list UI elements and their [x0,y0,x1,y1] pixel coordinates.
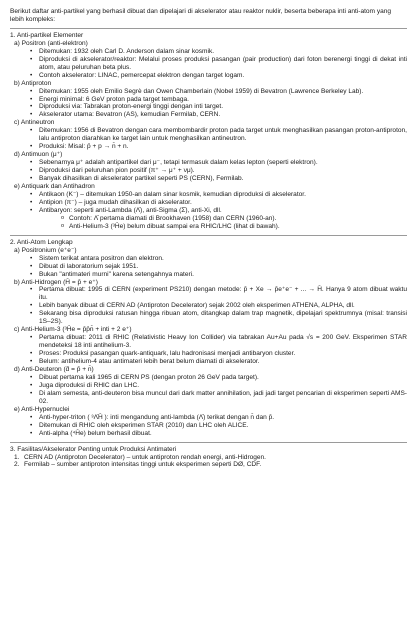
subsection-heading: e) Anti-Hypernuclei [14,405,70,413]
section-divider [10,28,407,29]
document-body [10,28,407,470]
subsection-heading: a) Positron (anti-elektron) [14,39,88,47]
bullet-item [30,72,407,80]
bullet-item [30,255,407,263]
bullet-item [30,96,407,104]
subsection-heading: c) Anti-Helium-3 (³H̄e = p̄p̄n̄ + inti + 2 e⁺) [14,326,132,334]
bullet-text: Diproduksi di akselerator/reaktor: Melalui proses produksi pasangan (pair production) dari foton berenergi tinggi di dekat inti atom, atau peluruhan beta plus. [39,55,407,71]
bullet-text: Antipion (π⁻) – juga mudah dihasilkan di akselerator. [39,198,192,206]
subsection-heading: d) Antimuon (μ⁺) [14,151,63,159]
bullet-text: Banyak dihasilkan di akselerator partikel seperti PS (CERN), Fermilab. [39,175,244,183]
bullet-text: Contoh akselerator: LINAC, pemercepat elektron dengan target logam. [39,71,245,79]
bullet-item [30,88,407,96]
bullet-item [30,350,407,358]
bullet-item [30,263,407,271]
bullet-text: Ditemukan: 1932 oleh Carl D. Anderson dalam sinar kosmik. [39,47,215,55]
numbered-item [14,461,407,469]
bullet-list [10,374,407,406]
bullet-text: Ditemukan di RHIC oleh eksperimen STAR (2010) dan LHC oleh ALICE. [39,421,249,429]
bullet-text: Diproduksi dari peluruhan pion positif (π⁺ → μ⁺ + νμ). [39,167,195,175]
bullet-item [30,334,407,350]
subsection-heading: b) Anti-Hidrogen (H̄ = p̄ + e⁺) [14,278,98,286]
bullet-item [30,286,407,302]
numbered-list [10,454,407,470]
section-heading: 1. Anti-partikel Elementer [10,31,84,39]
bullet-item [30,56,407,72]
item-number: 2. [14,461,20,469]
bullet-text: Lebih banyak dibuat di CERN AD (Antiproton Decelerator) sejak 2002 oleh eksperimen ATHENA, ALPHA, dll. [39,302,355,310]
bullet-item [30,430,407,438]
bullet-item [30,374,407,382]
bullet-item [30,390,407,406]
bullet-text: Dibuat pertama kali 1965 di CERN PS (dengan proton 26 GeV pada target). [39,373,259,381]
sub-bullet-item: o Contoh: Λ̄ pertama diamati di Brookhaven (1958) dan CERN (1960-an). [61,215,407,223]
bullet-text: Diproduksi via: Tabrakan proton-energi tinggi dengan inti target. [39,103,224,111]
bullet-text: Produksi: Misal: p̄ + p → n̄ + n. [39,143,129,151]
bullet-text: Belum: antihelium-4 atau antimateri lebih berat belum diamati di akselerator. [39,358,260,366]
bullet-item [30,167,407,175]
bullet-text: Sistem terikat antara positron dan elektron. [39,254,164,262]
subsection-heading: e) Antiquark dan Antihadron [14,183,95,191]
bullet-item [30,159,407,167]
bullet-text: Bukan "antimateri murni" karena setengahnya materi. [39,270,194,278]
bullet-list [10,48,407,80]
sub-bullet-item: o Anti-Helium-3 (³H̄e) belum dibuat sampai era RHIC/LHC (lihat di bawah). [61,223,407,231]
bullet-text: Antikaon (K⁻) – ditemukan 1950-an dalam sinar kosmik, kemudian diproduksi di akselerator. [39,190,306,198]
bullet-item [30,127,407,143]
bullet-list [10,286,407,326]
bullet-item [30,48,407,56]
bullet-text: Sebenarnya μ⁺ adalah antipartikel dari μ⁻, tetapi termasuk dalam kelas lepton (seperti elektron). [39,159,318,167]
subsection-heading: a) Positronium (e⁺e⁻) [14,246,77,254]
bullet-text: Proses: Produksi pasangan quark-antiquark, lalu hadronisasi menjadi antibaryon cluster. [39,350,296,358]
bullet-item [30,191,407,199]
bullet-item [30,207,407,231]
intro-paragraph: Berikut daftar anti-partikel yang berhasil dibuat dan dipelajari di akselerator atau reaktor nuklir, beserta beberapa inti anti-atom yang lebih kompleks: [10,8,392,23]
bullet-text: Energi minimal: 6 GeV proton pada target tembaga. [39,95,189,103]
bullet-item [30,143,407,151]
bullet-text: Anti-hyper-triton ( ³Λ̄H̄ ): inti mengandung anti-lambda (Λ̄) terikat dengan n̄ dan p̄. [39,413,275,421]
bullet-list [10,159,407,183]
bullet-item [30,414,407,422]
bullet-list [10,414,407,438]
bullet-text: Di alam semesta, anti-deuteron bisa muncul dari dark matter annihilation, jadi jadi target pencarian di eksperimen seperti AMS-02. [39,389,407,405]
subsection-heading: b) Antiproton [14,79,52,87]
bullet-text: Pertama dibuat: 1995 di CERN (experiment PS210) dengan metode: p̄ + Xe → p̄e⁺e⁻ + ... → H̄. Hanya 9 atom dibuat waktu itu. [39,286,407,302]
bullet-item [30,175,407,183]
bullet-list [10,334,407,366]
item-text: CERN AD (Antiproton Decelerator) – untuk antiproton rendah energi, anti-Hidrogen. [24,453,267,461]
bullet-item [30,271,407,279]
bullet-item [30,422,407,430]
bullet-text: Dibuat di laboratorium sejak 1951. [39,262,139,270]
bullet-item [30,382,407,390]
section-heading: 3. Fasilitas/Akselerator Penting untuk Produksi Antimateri [10,445,177,453]
bullet-text: Akselerator utama: Bevatron (AS), kemudian Fermilab, CERN. [39,111,221,119]
section-divider [10,235,407,236]
bullet-list [10,127,407,151]
bullet-text: Sekarang bisa diproduksi ratusan hingga ribuan atom, ditangkap dalam trap magnetik, dipelajari spektrumnya (misal: transisi 1S–2S). [39,310,407,326]
section-heading: 2. Anti-Atom Lengkap [10,238,73,246]
subsection-heading: d) Anti-Deuteron (d̄ = p̄ + n̄) [14,365,94,373]
bullet-item [30,302,407,310]
bullet-text: Juga diproduksi di RHIC dan LHC. [39,381,140,389]
bullet-item [30,199,407,207]
bullet-list [10,88,407,120]
bullet-item [30,358,407,366]
bullet-text: Ditemukan: 1955 oleh Emilio Segrè dan Owen Chamberlain (Nobel 1959) di Bevatron (Lawrence Berkeley Lab). [39,87,364,95]
section-divider [10,442,407,443]
bullet-text: Ditemukan: 1956 di Bevatron dengan cara membombardir proton pada target untuk menghasilkan pasangan proton-antiproton, lalu antiproton diarahkan ke target lain untuk menghasilkan antineutron. [39,127,407,143]
bullet-text: Pertama dibuat: 2011 di RHIC (Relativistic Heavy Ion Collider) via tabrakan Au+Au pada √s = 200 GeV. Eksperimen STAR mendeteksi 18 inti antihelium-3. [39,334,407,350]
bullet-list [10,191,407,231]
item-text: Fermilab – sumber antiproton intensitas tinggi untuk eksperimen seperti DØ, CDF. [24,461,262,469]
item-number: 1. [14,453,20,461]
numbered-item [14,454,407,462]
subsection-heading: c) Antineutron [14,119,55,127]
sub-bullet-list [39,215,407,231]
bullet-list [10,255,407,279]
bullet-item [30,310,407,326]
bullet-item [30,111,407,119]
bullet-text: Antibaryon: seperti anti-Lambda (Λ̄), anti-Sigma (Σ̄), anti-Xi, dll. [39,206,222,214]
bullet-text: Anti-alpha (⁴H̄e) belum berhasil dibuat. [39,429,152,437]
bullet-item [30,103,407,111]
